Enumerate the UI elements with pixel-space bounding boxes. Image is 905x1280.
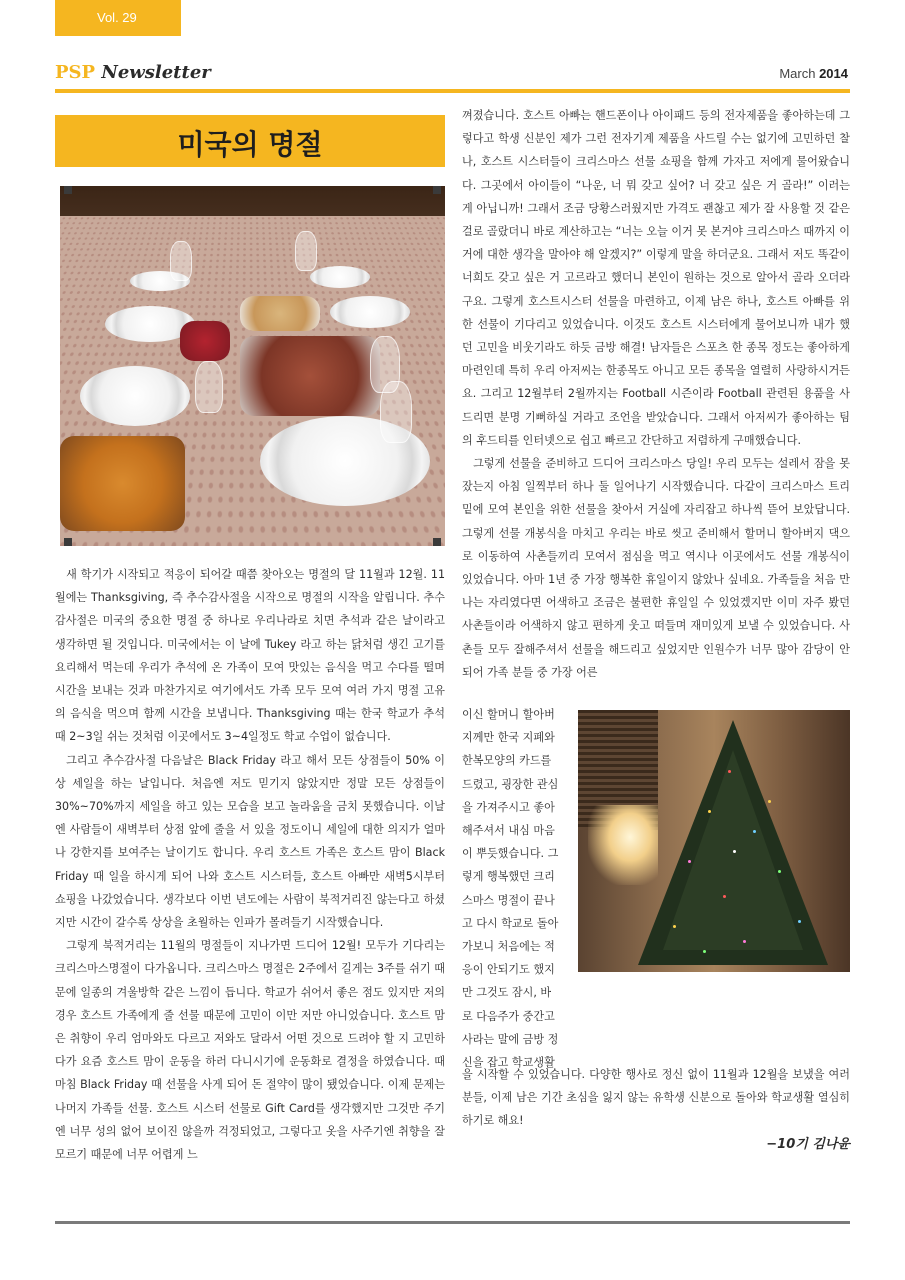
- issue-date: [779, 66, 848, 81]
- volume-tab: [55, 0, 181, 36]
- issue-month: March: [779, 66, 816, 81]
- christmas-tree-photo: [578, 710, 850, 972]
- text-line: 만 그것도 잠시, 바: [462, 986, 552, 1000]
- text-line: 로 다음주가 중간고: [462, 1009, 555, 1023]
- tree-light: [743, 940, 746, 943]
- tree-light: [768, 800, 771, 803]
- text-line: 렇게 행복했던 크리: [462, 870, 555, 884]
- tree-light: [673, 925, 676, 928]
- text-line: 사라는 말에 금방 정: [462, 1032, 559, 1046]
- paragraph: 그리고 추수감사절 다음날은 Black Friday 라고 해서 모든 상점들이 50% 이상 세일을 하는 날입니다. 처음엔 저도 믿기지 않았지만 정말 모든 상점들이 30%~70%까지 세일을 하고 있는 모습을 보고 놀라움을 금치 못했습니다. 이날엔 사람들이 새벽부터 상점 앞에 줄을 서 있을 정도이니 세일에 대한 의지가 얼마나 강한지를 보여주는 날이기도 합니다. 우리 호스트 가족은 호스트 맘이 Black Friday 때 일을 하시게 되어 나와 호스트 시스터들, 호스트 아빠만 새벽5시부터 쇼핑을 나갔었습니다. 생각보다 이번 년도에는 사람이 북적거리진 않는다고 하셨지만 시간이 갈수록 상상을 초월하는 인파가 몰려들기 시작했습니다.: [55, 753, 445, 930]
- text-line: 해주셔서 내심 마음: [462, 824, 555, 838]
- paragraph: 을 시작할 수 있었습니다. 다양한 행사로 정신 없이 11월과 12월을 보냈을 여러분들, 이제 남은 기간 초심을 잃지 않는 유학생 신분으로 돌아와 학교생활 열심히 하기로 해요!: [462, 1068, 850, 1128]
- brand-newsletter: Newsletter: [101, 62, 211, 83]
- article-closing: [462, 1063, 850, 1133]
- dish: [60, 436, 185, 531]
- text-line: 한복모양의 카드를: [462, 754, 552, 768]
- glass: [295, 231, 317, 271]
- photo-corner: [433, 538, 441, 546]
- tree-light: [728, 770, 731, 773]
- tree-light: [723, 895, 726, 898]
- issue-year: 2014: [819, 66, 848, 81]
- text-line: 응이 안되기도 했지: [462, 963, 555, 977]
- text-line: 가보니 처음에는 적: [462, 940, 555, 954]
- article-title-box: [55, 115, 445, 167]
- dish: [180, 321, 230, 361]
- plate: [310, 266, 370, 288]
- glass: [170, 241, 192, 281]
- author-signature: −10기 김나윤: [766, 1137, 850, 1152]
- paragraph: 껴졌습니다. 호스트 아빠는 핸드폰이나 아이패드 등의 전자제품을 좋아하는데 그렇다고 학생 신분인 제가 그런 전자기계 제품을 사드릴 수는 없기에 고민하던 찰나, 호스트 시스터들이 크리스마스 선물 쇼핑을 함께 가자고 저에게 물어왔습니다. 그곳에서 아이들이 “나운, 너 뭐 갖고 싶어? 너 갖고 싶은 거 골라!” 이러는 게 아닙니까! 그래서 조금 당황스러웠지만 가격도 괜찮고 제가 잘 사용할 것 같은 걸로 골랐더니 바로 계산하고는 “너는 오늘 이거 못 본거야 크리스마스 때까지 이거에 대한 생각을 말아야 해 알겠지?” 이렇게 말을 하더군요. 그래서 저도 똑같이 너희도 갖고 싶은 거 고르라고 했더니 본인이 원하는 것으로 알아서 골라 오더라구요. 그렇게 호스트시스터 선물을 마련하고, 이제 남은 하나, 호스트 아빠를 위한 선물이 기다리고 있었습니다. 이것도 호스트 시스터에게 물어보니까 내가 했던 고민을 비웃기라도 하듯 금방 해결! 남자들은 스포츠 한 종목 정도는 좋아하게 마련인데 특히 우리 아저씨는 한종목도 아니고 모든 종목을 열렬히 사랑하시거든요. 그리고 12월부터 2월까지는 Football 시즌이라 Football 관련된 용품을 사드리면 분명 기뻐하실 거라고 조언을 받았습니다. 그래서 아저씨가 좋아하는 팀의 후드티를 인터넷으로 쉽고 빠르고 간단하고 저렴하게 구매했습니다.: [462, 109, 850, 447]
- footer-rule: [55, 1221, 850, 1224]
- dish: [240, 296, 320, 331]
- thanksgiving-dinner-photo: [60, 186, 445, 546]
- plate: [80, 366, 190, 426]
- text-line: 고 다시 학교로 돌아: [462, 916, 559, 930]
- text-line: 신을 잡고 학교생활: [462, 1056, 555, 1070]
- tree-light: [778, 870, 781, 873]
- text-line: 스마스 명절이 끝나: [462, 893, 555, 907]
- paragraph: 그렇게 선물을 준비하고 드디어 크리스마스 당일! 우리 모두는 설레서 잠을 못 잤는지 아침 일찍부터 하나 둘 일어나기 시작했습니다. 다같이 크리스마스 트리 밑에 모여 본인을 위한 선물을 찾아서 거실에 자리잡고 하나씩 뜯어 보았답니다. 그렇게 선물 개봉식을 마치고 우리는 바로 씻고 준비해서 할머니 할아버지 댁으로 이동하여 사촌들끼리 모여서 점심을 먹고 역시나 이곳에서도 선물 개봉식이 있었습니다. 아마 1년 중 가장 행복한 휴일이지 않았나 싶네요. 가족들을 처음 만나는 자리였다면 어색하고 조금은 불편한 휴일일 수 있었겠지만 이미 자주 봤던 사촌들이라 어색하지 않고 편하게 웃고 떠들며 재미있게 보낼 수 있었습니다. 사촌들 모두 잘해주셔서 선물을 해드리고 싶었지만 인원수가 너무 많아 감당이 안되어 가족 분들 중 가장 어른: [462, 457, 850, 679]
- photo-corner: [64, 538, 72, 546]
- text-line: 이신 할머니 할아버: [462, 708, 555, 721]
- dish: [240, 336, 380, 416]
- article-right-column: [462, 104, 850, 684]
- tree-light: [688, 860, 691, 863]
- plate: [330, 296, 410, 328]
- glass: [195, 361, 223, 413]
- tree-light: [703, 950, 706, 953]
- article-left-column: [55, 563, 445, 1166]
- glass: [380, 381, 412, 443]
- text-line: 을 가져주시고 좋아: [462, 800, 555, 814]
- tree-light: [733, 850, 736, 853]
- photo-corner: [433, 186, 441, 194]
- article-title: 미국의 명절: [177, 128, 323, 161]
- header-rule: [55, 89, 850, 93]
- text-line: 지께만 한국 지폐와: [462, 731, 555, 745]
- text-line: 드렸고, 굉장한 관심: [462, 777, 559, 791]
- tree-light: [798, 920, 801, 923]
- paragraph: 새 학기가 시작되고 적응이 되어갈 때쯤 찾아오는 명절의 달 11월과 12월. 11월에는 Thanksgiving, 즉 추수감사절을 시작으로 명절의 시작을 알립니다. 추수감사절은 미국의 중요한 명절 중 하나로 우리나라로 치면 추석과 같은 날이라고 생각하면 될 것입니다. 미국에서는 이 날에 Tukey 라고 하는 닭처럼 생긴 고기를 요리해서 먹는데 우리가 추석에 온 가족이 모여 맛있는 음식을 먹고 수다를 떨며 시간을 보내는 것과 마찬가지로 여기에서도 가족 모두 모여 여러 가지 명절 고유의 음식을 먹으며 함께 시간을 보냅니다. Thanksgiving 때는 한국 학교가 추석 때 2~3일 쉬는 것처럼 이곳에서도 3~4일정도 학교 수업이 없습니다.: [55, 568, 445, 744]
- text-line: 이 뿌듯했습니다. 그: [462, 847, 559, 861]
- article-wrap-column: [462, 703, 570, 1074]
- tree-light: [708, 810, 711, 813]
- newsletter-brand: [55, 62, 211, 83]
- photo-corner: [64, 186, 72, 194]
- brand-psp: PSP: [55, 62, 96, 83]
- masthead: [55, 60, 850, 88]
- volume-label: Vol. 29: [97, 10, 137, 25]
- tree-light: [753, 830, 756, 833]
- paragraph: 그렇게 북적거리는 11월의 명절들이 지나가면 드디어 12월! 모두가 기다리는 크리스마스명절이 다가옵니다. 크리스마스 명절은 2주에서 길게는 3주를 쉬기 때문에 일종의 겨울방학 같은 느낌이 듭니다. 학교가 쉬어서 좋은 점도 있지만 저의 경우 호스트 가족에게 줄 선물 때문에 고민이 이만 저만 아니었습니다. 호스트 맘은 취향이 우리 엄마와도 다르고 저와도 달라서 어떤 것으로 드려야 할 지 고민하다가 요즘 호스트 맘이 운동을 하러 다니시기에 운동화로 결정을 하였습니다. 때마침 Black Friday 때 선물을 사게 되어 돈 절약이 많이 됐었습니다. 이제 문제는 나머지 가족들 선물. 호스트 시스터 선물로 Gift Card를 생각했지만 그것만 주기엔 너무 성의 없어 보이진 않을까 걱정되었고, 그렇다고 옷을 사주기엔 취향을 잘 모르기 때문에 너무 어렵게 느: [55, 939, 445, 1162]
